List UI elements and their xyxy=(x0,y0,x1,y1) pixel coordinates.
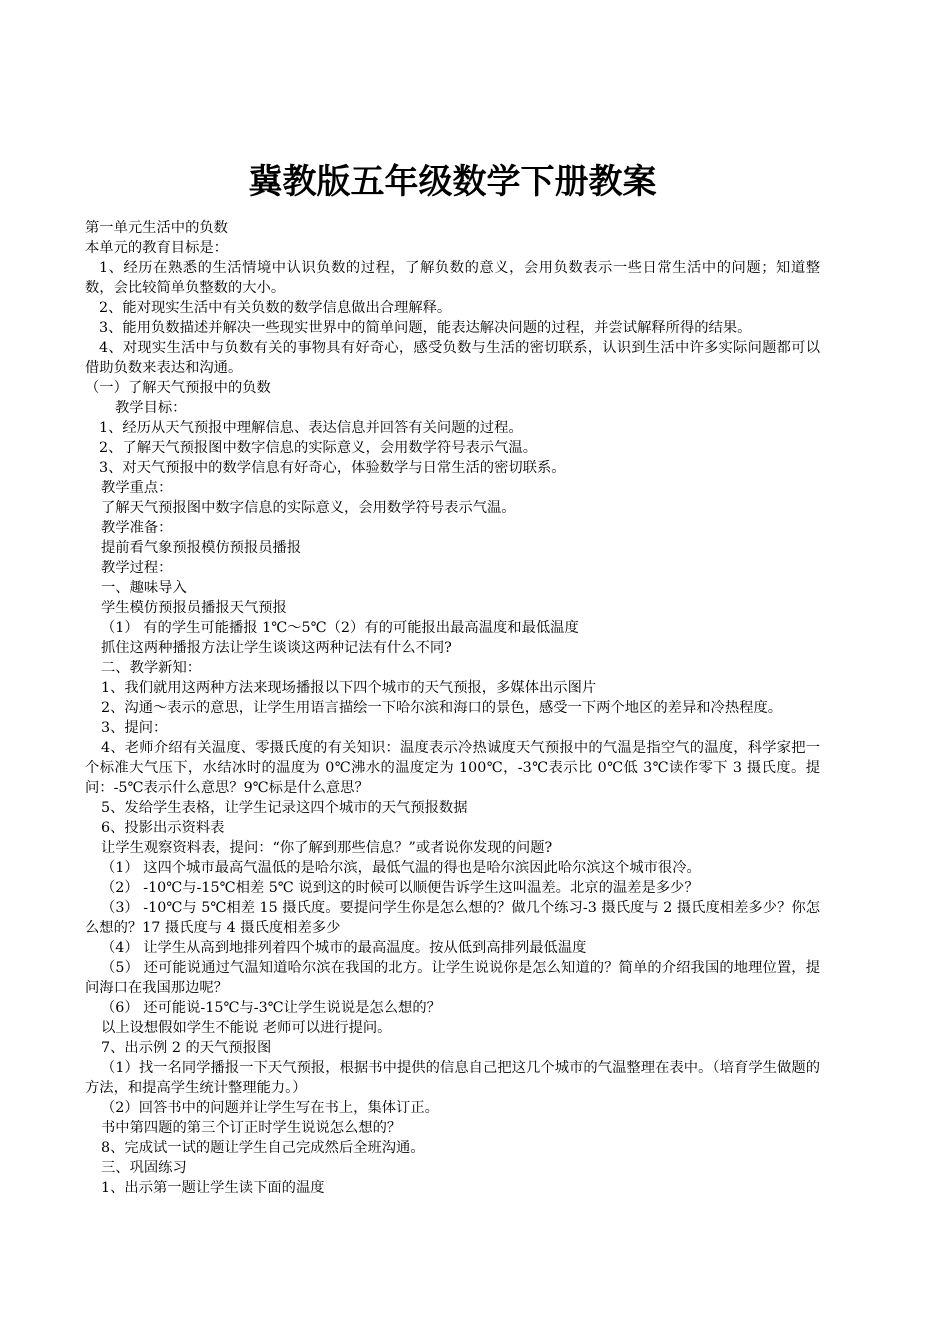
paragraph: （2）回答书中的问题并让学生写在书上，集体订正。 xyxy=(101,1100,439,1116)
paragraph: 7、出示例 2 的天气预报图 xyxy=(101,1040,272,1056)
paragraph: （3） -10℃与 5℃相差 15 摄氏度。要提问学生你是怎么想的？做几个练习-3 摄氏度与 2 摄氏度相差多少？你怎么想的？17 摄氏度与 4 摄氏度相差多少 xyxy=(85,900,820,936)
paragraph: 教学目标： xyxy=(115,400,187,416)
paragraph: （5） 还可能说通过气温知道哈尔滨在我国的北方。让学生说说你是怎么知道的？简单的介绍我国的地理位置，提问海口在我国那边呢？ xyxy=(85,960,820,996)
paragraph: 第一单元生活中的负数 xyxy=(85,220,228,236)
paragraph: 3、对天气预报中的数学信息有好奇心，体验数学与日常生活的密切联系。 xyxy=(99,460,566,476)
paragraph: 4、老师介绍有关温度、零摄氏度的有关知识：温度表示冷热诚度天气预报中的气温是指空气的温度，科学家把一个标准大气压下，水结冰时的温度为 0℃沸水的温度定为 100℃，-3℃表示比 0℃低 3℃读作零下 3 摄氏度。提问：-5℃表示什么意思？9℃标是什么意思？ xyxy=(85,740,820,796)
paragraph: 以上设想假如学生不能说 老师可以进行提问。 xyxy=(101,1020,392,1036)
paragraph: （一）了解天气预报中的负数 xyxy=(85,380,271,396)
paragraph: 教学准备： xyxy=(101,520,173,536)
paragraph: 5、发给学生表格，让学生记录这四个城市的天气预报数据 xyxy=(101,800,468,816)
paragraph: 4、对现实生活中与负数有关的事物具有好奇心，感受负数与生活的密切联系，认识到生活中许多实际问题都可以借助负数来表达和沟通。 xyxy=(85,340,820,376)
paragraph: 二、教学新知： xyxy=(101,660,202,676)
paragraph: 了解天气预报图中数字信息的实际意义，会用数学符号表示气温。 xyxy=(101,500,516,516)
paragraph: 2、能对现实生活中有关负数的数学信息做出合理解释。 xyxy=(99,300,452,316)
paragraph: （2） -10℃与-15℃相差 5℃ 说到这的时候可以顺便告诉学生这叫温差。北京的温差是多少？ xyxy=(101,880,699,896)
paragraph: 3、提问： xyxy=(101,720,168,736)
document-body xyxy=(85,218,820,1198)
paragraph: 1、我们就用这两种方法来现场播报以下四个城市的天气预报，多媒体出示图片 xyxy=(101,680,597,696)
paragraph: （4） 让学生从高到地排列着四个城市的最高温度。按从低到高排列最低温度 xyxy=(101,940,587,956)
paragraph: 提前看气象预报模仿预报员播报 xyxy=(101,540,302,556)
paragraph: （6） 还可能说-15℃与-3℃让学生说说是怎么想的？ xyxy=(101,1000,441,1016)
paragraph: 1、经历在熟悉的生活情境中认识负数的过程，了解负数的意义，会用负数表示一些日常生活中的问题；知道整数，会比较简单负整数的大小。 xyxy=(85,260,820,296)
paragraph: 1、出示第一题让学生读下面的温度 xyxy=(101,1180,325,1196)
paragraph: （1） 有的学生可能播报 1℃～5℃（2）有的可能报出最高温度和最低温度 xyxy=(101,620,579,636)
paragraph: 学生模仿预报员播报天气预报 xyxy=(101,600,287,616)
paragraph: 一、趣味导入 xyxy=(101,580,187,596)
paragraph: 2、沟通～表示的意思，让学生用语言描绘一下哈尔滨和海口的景色，感受一下两个地区的差异和冷热程度。 xyxy=(101,700,783,716)
paragraph: 3、能用负数描述并解决一些现实世界中的简单问题，能表达解决问题的过程，并尝试解释所得的结果。 xyxy=(99,320,752,336)
paragraph: 1、经历从天气预报中理解信息、表达信息并回答有关问题的过程。 xyxy=(99,420,523,436)
paragraph: 三、巩固练习 xyxy=(101,1160,187,1176)
paragraph: 2、了解天气预报图中数字信息的实际意义，会用数学符号表示气温。 xyxy=(99,440,537,456)
paragraph: 本单元的教育目标是： xyxy=(85,240,228,256)
document-title: 冀教版五年级数学下册教案 xyxy=(248,162,657,202)
paragraph: 教学过程： xyxy=(101,560,173,576)
paragraph: （1） 这四个城市最高气温低的是哈尔滨，最低气温的得也是哈尔滨因此哈尔滨这个城市很冷。 xyxy=(101,860,701,876)
paragraph: 让学生观察资料表，提问：“你了解到那些信息？”或者说你发现的问题? xyxy=(101,840,553,856)
paragraph: 书中第四题的第三个订正时学生说说怎么想的？ xyxy=(101,1120,402,1136)
paragraph: 6、投影出示资料表 xyxy=(101,820,225,836)
paragraph: 8、完成试一试的题让学生自己完成然后全班沟通。 xyxy=(101,1140,425,1156)
paragraph: 教学重点： xyxy=(101,480,173,496)
paragraph: 抓住这两种播报方法让学生谈谈这两种记法有什么不同? xyxy=(101,640,452,656)
paragraph: （1）找一名同学播报一下天气预报，根据书中提供的信息自己把这几个城市的气温整理在表中。（培育学生做题的方法，和提高学生统计整理能力。） xyxy=(85,1060,820,1096)
